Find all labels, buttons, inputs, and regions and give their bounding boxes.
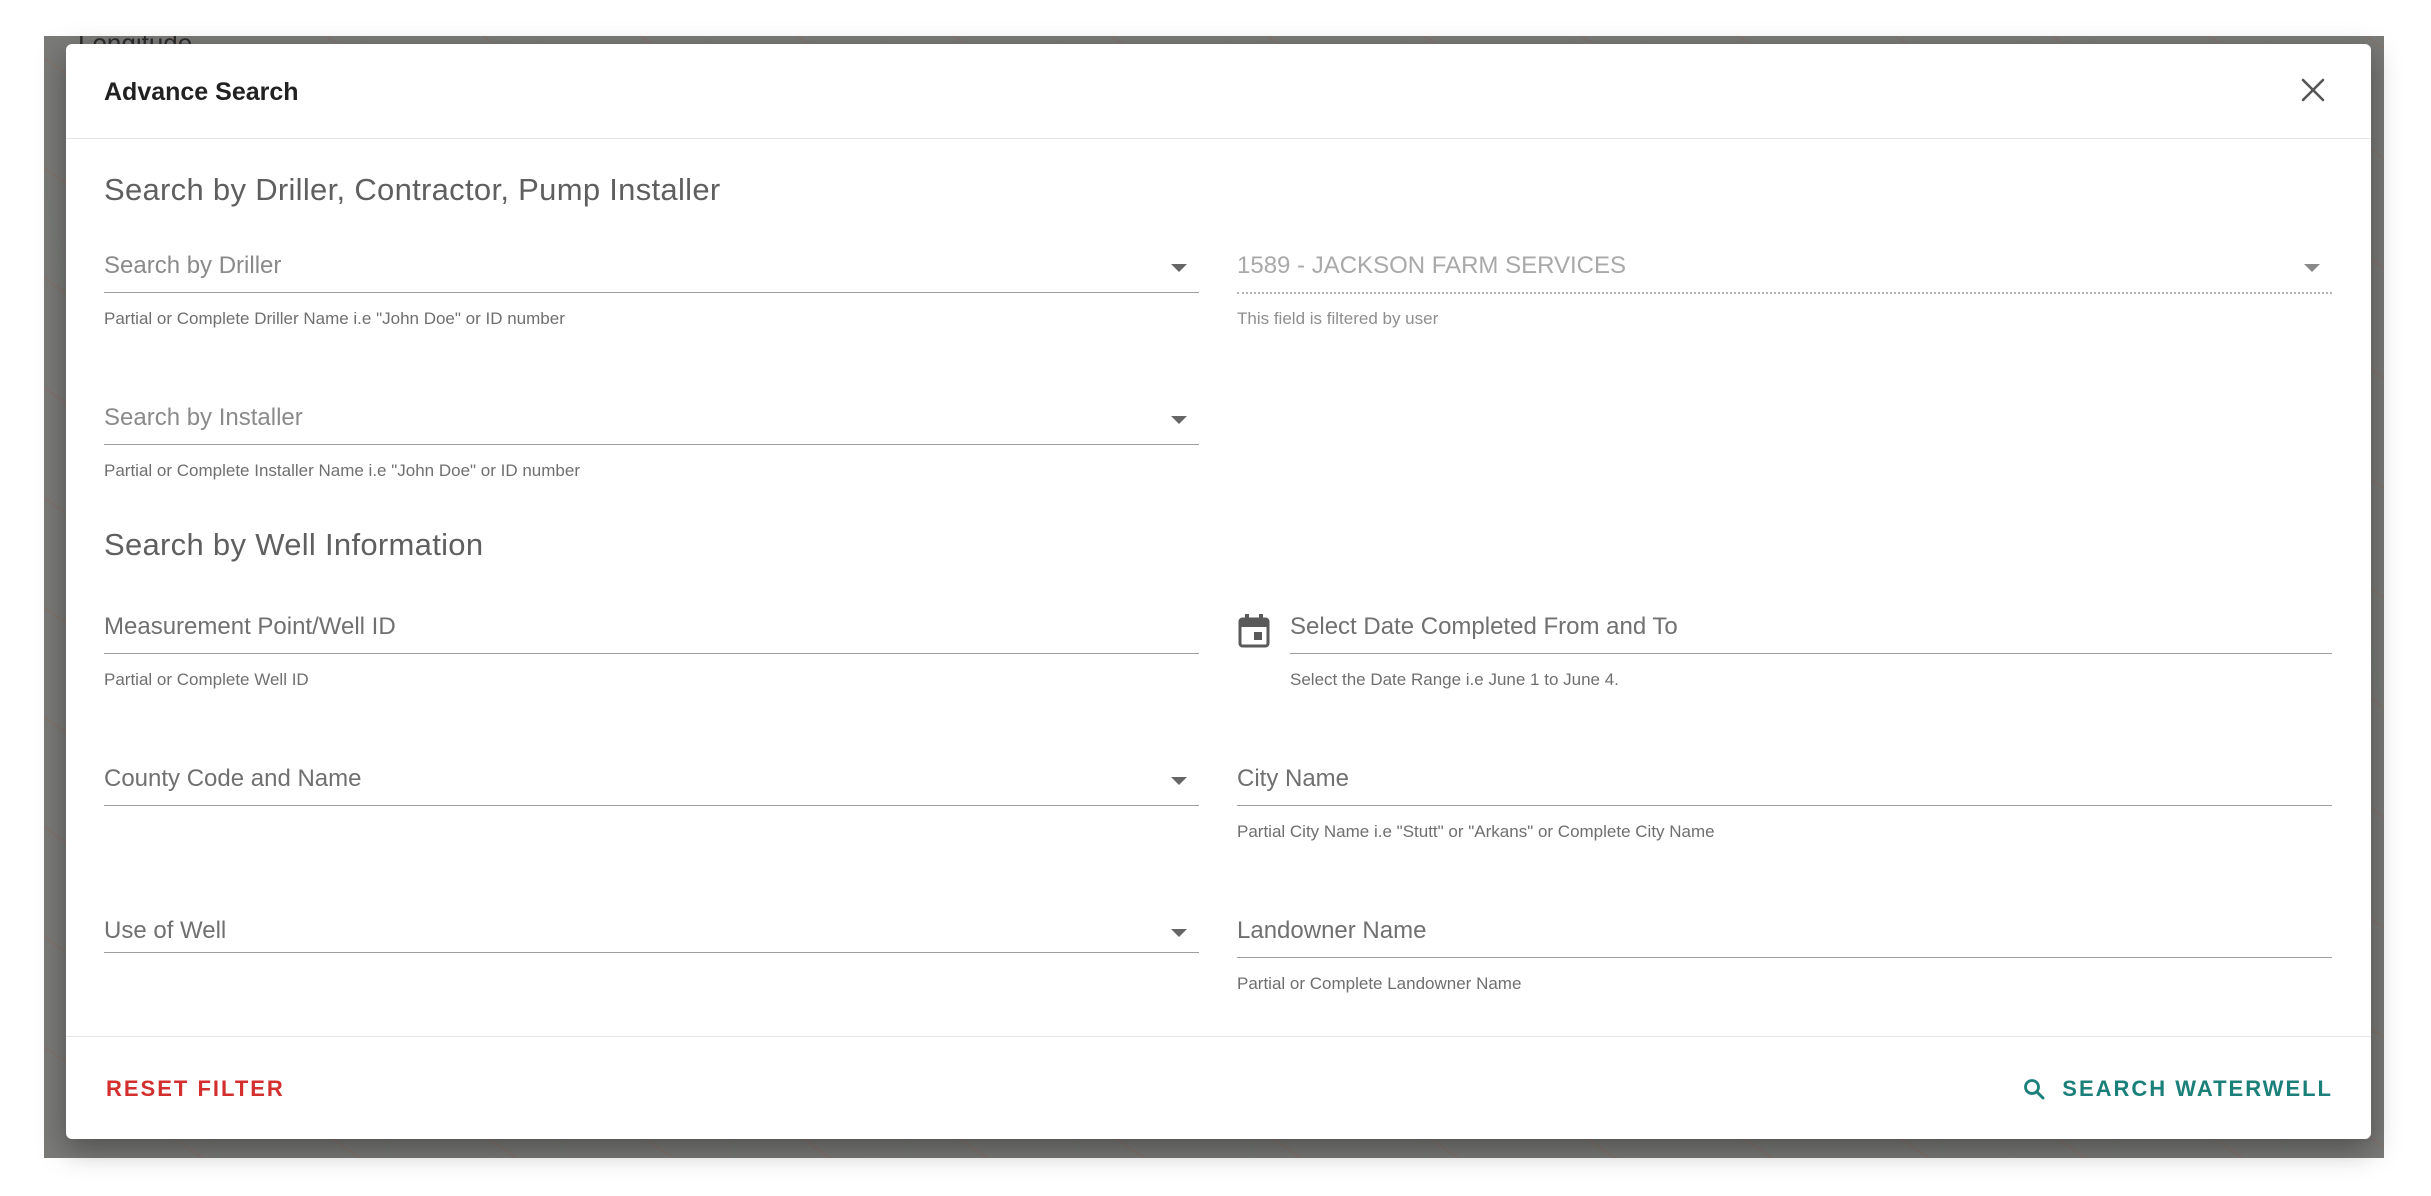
chevron-down-icon[interactable] [1171, 416, 1187, 424]
calendar-icon[interactable] [1237, 613, 1271, 649]
landowner-label: Landowner Name [1237, 917, 1427, 944]
date-range-underline [1290, 653, 2332, 654]
driller-placeholder: Search by Driller [104, 252, 282, 279]
section-title-well: Search by Well Information [104, 527, 484, 562]
contractor-underline [1237, 292, 2332, 294]
chevron-down-icon[interactable] [1171, 929, 1187, 937]
advance-search-dialog [66, 44, 2371, 1139]
chevron-down-icon[interactable] [1171, 264, 1187, 272]
contractor-value: 1589 - JACKSON FARM SERVICES [1237, 252, 1627, 279]
date-range-hint: Select the Date Range i.e June 1 to June 4. [1290, 670, 1619, 689]
city-label: City Name [1237, 765, 1350, 792]
installer-placeholder: Search by Installer [104, 404, 303, 431]
chevron-down-icon[interactable] [1171, 777, 1187, 785]
close-icon[interactable] [2295, 72, 2331, 108]
dialog-footer [66, 1036, 2371, 1139]
chevron-down-icon [2304, 264, 2320, 272]
search-waterwell-button[interactable] [2022, 1065, 2333, 1113]
contractor-hint: This field is filtered by user [1237, 309, 1439, 328]
reset-filter-label: RESET FILTER [106, 1076, 285, 1101]
date-range-label: Select Date Completed From and To [1290, 613, 1678, 640]
use-of-well-label: Use of Well [104, 917, 227, 944]
installer-hint: Partial or Complete Installer Name i.e "John Doe" or ID number [104, 461, 580, 480]
section-title-driller: Search by Driller, Contractor, Pump Installer [104, 172, 721, 207]
well-id-label: Measurement Point/Well ID [104, 613, 396, 640]
county-label: County Code and Name [104, 765, 362, 792]
driller-hint: Partial or Complete Driller Name i.e "John Doe" or ID number [104, 309, 565, 328]
search-icon [2022, 1077, 2046, 1101]
city-underline [1237, 805, 2332, 806]
dialog-title: Advance Search [104, 78, 299, 106]
well-id-underline [104, 653, 1199, 654]
landowner-underline [1237, 957, 2332, 958]
well-id-hint: Partial or Complete Well ID [104, 670, 309, 689]
search-waterwell-label: SEARCH WATERWELL [2062, 1076, 2333, 1101]
reset-filter-button[interactable] [106, 1065, 285, 1113]
city-hint: Partial City Name i.e "Stutt" or "Arkans" or Complete City Name [1237, 822, 1715, 841]
driller-underline [104, 292, 1199, 293]
landowner-hint: Partial or Complete Landowner Name [1237, 974, 1522, 993]
county-underline [104, 805, 1199, 806]
dialog-header [66, 44, 2371, 139]
installer-underline [104, 444, 1199, 445]
use-of-well-underline [104, 952, 1199, 953]
